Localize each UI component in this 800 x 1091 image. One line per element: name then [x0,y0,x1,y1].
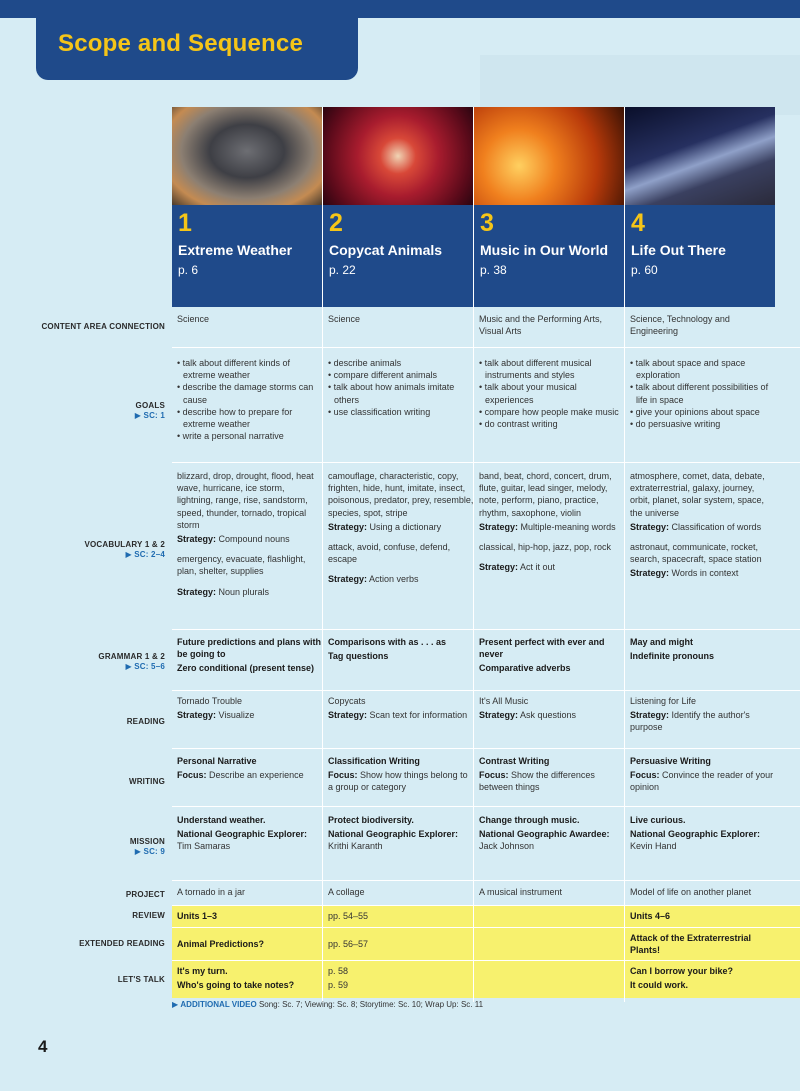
goals-cell [479,357,625,430]
row-label-text: GRAMMAR 1 & 2 [98,652,165,661]
row-divider [172,347,800,348]
goal-item: • describe animals [328,358,402,368]
background-panel [480,55,800,115]
row-label-lets-talk: LET'S TALK [117,975,165,984]
extended-reading-cell: Attack of the Extraterrestrial Plants! [630,933,752,956]
review-cell: Units 1–3 [177,911,218,921]
mission-statement: Understand weather. [177,815,266,825]
unit-title: Music in Our World [480,242,609,258]
content-cell: Science, Technology and Engineering [630,314,730,337]
unit-page: p. 38 [480,263,507,277]
review-cell: pp. 54–55 [328,911,369,921]
goal-item: • give your opinions about space [630,406,760,417]
row-divider [172,880,800,881]
unit-4-photo-milky-way [625,107,775,205]
writing-focus: Focus: Describe an experience [177,770,304,781]
sc-reference[interactable]: ▶ SC: 5–6 [125,662,165,671]
project-cell: Model of life on another planet [630,887,752,897]
unit-number: 2 [329,209,343,237]
grammar-point: May and might [630,637,694,647]
row-label-grammar [0,652,165,672]
row-divider [172,927,800,928]
unit-header-1 [172,205,322,307]
reading-title: Listening for Life [630,696,697,706]
additional-video-label: ADDITIONAL VIDEO [180,1000,257,1009]
unit-number: 3 [480,209,494,237]
reading-strategy: Strategy: Scan text for information [328,710,468,721]
reading-cell [328,695,474,723]
writing-cell [630,755,776,796]
lets-talk-line: Can I borrow your bike? [630,966,734,976]
sc-code: SC: 5–6 [134,662,165,671]
sc-code: SC: 2–4 [134,550,165,559]
goals-cell [328,357,474,418]
vocabulary-words: atmosphere, comet, data, debate, extraterrestrial, galaxy, journey, orbit, planet, solar system, space, the universe [630,471,765,518]
goal-item: • talk about how animals imitate others [328,382,455,405]
additional-video-note [172,1000,772,1009]
grammar-cell [177,636,323,677]
vocabulary-strategy: Strategy: Action verbs [328,574,419,585]
grammar-point: Indefinite pronouns [630,651,714,662]
grammar-cell [328,636,474,664]
mission-statement: Change through music. [479,815,580,825]
unit-3-photo-drummer-sunset [474,107,624,205]
additional-video-text: Song: Sc. 7; Viewing: Sc. 8; Storytime: Sc. 10; Wrap Up: Sc. 11 [258,1000,484,1009]
goal-item: • talk about different kinds of extreme weather [177,358,291,381]
reading-title: Tornado Trouble [177,696,243,706]
writing-cell [177,755,323,783]
lets-talk-line: It could work. [630,980,689,991]
mission-explorer: National Geographic Awardee: Jack Johnson [479,829,610,852]
mission-statement: Live curious. [630,815,686,825]
lets-talk-line: p. 59 [328,980,349,991]
mission-statement: Protect biodiversity. [328,815,414,825]
grammar-cell [479,636,625,677]
reading-strategy: Strategy: Ask questions [479,710,577,721]
grammar-point: Tag questions [328,651,389,662]
sc-reference[interactable]: ▶ SC: 9 [134,847,165,856]
writing-focus: Focus: Show the differences between things [479,770,595,793]
goal-item: • do contrast writing [479,419,558,430]
unit-title: Life Out There [631,242,726,258]
vocabulary-words: classical, hip-hop, jazz, pop, rock [479,542,612,553]
goal-item: • do persuasive writing [630,419,721,430]
reading-title: It's All Music [479,696,529,706]
vocabulary-strategy: Strategy: Noun plurals [177,586,270,597]
vocabulary-strategy: Strategy: Classification of words [630,521,762,532]
grammar-cell [630,636,776,664]
extended-reading-cell: Animal Predictions? [177,939,265,949]
reading-cell [479,695,625,723]
unit-page: p. 60 [631,263,658,277]
vocabulary-strategy: Strategy: Words in context [630,568,739,579]
row-label-reading: READING [126,717,165,726]
unit-header-3 [474,205,624,307]
row-divider [172,629,800,630]
row-label-goals [0,401,165,421]
vocabulary-strategy: Strategy: Compound nouns [177,534,290,545]
row-label-text: GOALS [135,401,165,410]
writing-cell [328,755,474,796]
unit-title: Extreme Weather [178,242,293,258]
vocabulary-strategy: Strategy: Act it out [479,562,556,573]
mission-explorer: National Geographic Explorer: Tim Samaras [177,829,308,852]
reading-title: Copycats [328,696,366,706]
writing-focus: Focus: Show how things belong to a group or category [328,770,468,793]
page-title: Scope and Sequence [58,30,304,57]
goal-item: • describe how to prepare for extreme weather [177,406,293,430]
page-number: 4 [38,1037,48,1056]
grammar-point: Future predictions and plans with be going to [177,637,322,660]
mission-cell [630,814,776,855]
goals-cell [177,357,323,442]
grammar-point: Comparisons with as . . . as [328,637,447,647]
goal-item: • write a personal narrative [177,431,284,442]
vocabulary-words: camouflage, characteristic, copy, frighten, hide, hunt, imitate, insect, poisonous, predator, prey, resemble, species, spot, stripe [328,471,474,518]
lets-talk-cell [328,965,474,993]
unit-number: 1 [178,209,192,237]
vocabulary-strategy: Strategy: Using a dictionary [328,521,442,532]
project-cell: A tornado in a jar [177,887,246,897]
mission-explorer: National Geographic Explorer: Krithi Karanth [328,829,459,852]
lets-talk-cell [177,965,323,993]
writing-type: Persuasive Writing [630,756,711,766]
mission-explorer: National Geographic Explorer: Kevin Hand [630,829,761,852]
mission-cell [328,814,474,855]
row-divider [172,905,800,906]
project-cell: A musical instrument [479,887,563,897]
lets-talk-line: It's my turn. [177,966,228,976]
goal-item: • talk about different possibilities of life in space [630,382,769,405]
row-divider [172,806,800,807]
row-divider [172,462,800,463]
unit-header-2 [323,205,473,307]
row-divider [172,748,800,749]
grammar-point: Present perfect with ever and never [479,637,605,660]
row-label-writing: WRITING [128,777,165,786]
mission-cell [177,814,323,855]
unit-title: Copycat Animals [329,242,443,258]
vocabulary-words: emergency, evacuate, flashlight, plan, shelter, supplies [177,554,306,577]
reading-cell [177,695,323,723]
content-cell: Science [177,314,210,324]
row-divider [172,690,800,691]
row-label-text: MISSION [129,837,165,846]
vocabulary-cell [177,470,323,600]
vocabulary-words: band, beat, chord, concert, drum, flute, guitar, lead singer, melody, note, perform, piano, practice, rhythm, saxophone, violin [479,471,612,518]
row-divider [172,960,800,961]
goal-item: • talk about different musical instruments and styles [479,358,592,381]
content-cell: Science [328,314,361,324]
vocabulary-strategy: Strategy: Multiple-meaning words [479,521,616,532]
vocabulary-words: attack, avoid, confuse, defend, escape [328,542,451,565]
unit-1-photo-storm [172,107,322,205]
mission-cell [479,814,625,855]
row-label-extended-reading: EXTENDED READING [79,939,165,948]
writing-type: Personal Narrative [177,756,257,766]
row-label-project: PROJECT [125,890,165,899]
vocabulary-words: blizzard, drop, drought, flood, heat wave, hurricane, ice storm, lightning, range, rise, sandstorm, speed, thunder, tornado, tropical storm [177,471,314,530]
play-icon[interactable]: ▶ [172,1000,179,1009]
vocabulary-words: astronaut, communicate, rocket, search, spacecraft, space station [630,542,762,565]
reading-strategy: Strategy: Visualize [177,710,255,721]
content-cell: Music and the Performing Arts, Visual Arts [479,314,603,337]
goal-item: • describe the damage storms can cause [177,382,314,405]
unit-page: p. 22 [329,263,356,277]
unit-header-4 [625,205,775,307]
writing-cell [479,755,625,796]
review-cell: Units 4–6 [630,911,671,921]
grammar-point: Zero conditional (present tense) [177,663,315,674]
writing-type: Contrast Writing [479,756,550,766]
title-banner [36,0,358,80]
goal-item: • compare how people make music [479,406,619,417]
lets-talk-line: Who's going to take notes? [177,980,295,991]
vocabulary-cell [328,470,474,588]
row-label-vocabulary [0,540,165,560]
sc-code: SC: 9 [143,847,165,856]
grammar-point: Comparative adverbs [479,663,571,674]
project-cell: A collage [328,887,365,897]
goal-item: • compare different animals [328,370,438,381]
row-label-review: REVIEW [132,911,165,920]
goal-item: • talk about space and space exploration [630,358,746,381]
extended-reading-cell: pp. 56–57 [328,939,369,949]
lets-talk-cell [630,965,776,993]
writing-type: Classification Writing [328,756,420,766]
reading-strategy: Strategy: Identify the author's purpose [630,710,750,733]
lets-talk-cell [479,965,625,967]
goals-cell [630,357,776,430]
vocabulary-cell [479,470,625,575]
vocabulary-cell [630,470,776,582]
goal-item: • talk about your musical experiences [479,382,577,405]
reading-cell [630,695,776,736]
row-label-mission [0,837,165,857]
unit-2-photo-sea-creature [323,107,473,205]
sc-code: SC: 1 [143,411,165,420]
sc-reference[interactable]: ▶ SC: 2–4 [125,550,165,559]
sc-reference[interactable]: ▶ SC: 1 [134,411,165,420]
row-label-text: VOCABULARY 1 & 2 [84,540,165,549]
goal-item: • use classification writing [328,406,431,417]
unit-page: p. 6 [178,263,199,277]
writing-focus: Focus: Convince the reader of your opinion [630,770,774,793]
row-label-content-area: CONTENT AREA CONNECTION [41,322,165,331]
lets-talk-line: p. 58 [328,966,349,976]
unit-number: 4 [631,209,645,237]
